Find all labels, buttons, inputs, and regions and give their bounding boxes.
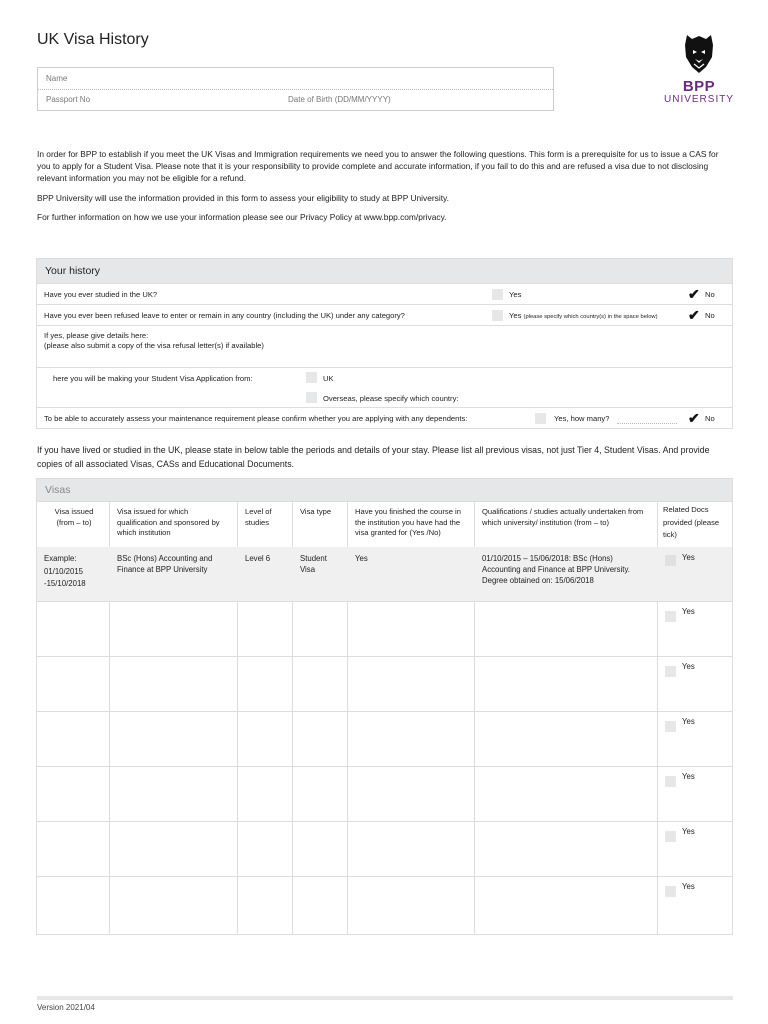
- col-header-visa-type: Visa type: [300, 507, 332, 516]
- refused-yes-checkbox[interactable]: [492, 310, 503, 321]
- dependents-count-field[interactable]: [617, 423, 677, 424]
- example-studies: 01/10/2015 – 15/06/2018: BSc (Hons) Accounting and Finance at BPP University. Degree obtained on: 15/06/2018: [482, 554, 630, 585]
- example-row: [37, 547, 732, 601]
- example-finished: Yes: [355, 554, 368, 563]
- uk-label: UK: [323, 374, 334, 383]
- history-heading: Your history: [37, 259, 732, 283]
- dependents-yes-label: Yes, how many?: [554, 414, 610, 423]
- overseas-checkbox[interactable]: [306, 392, 317, 403]
- refused-yes-label: [509, 311, 658, 320]
- example-docs-yes: Yes: [682, 553, 695, 562]
- example-label: Example:: [44, 554, 77, 563]
- refused-yes-note: (please specify which country(s) in the space below): [523, 314, 658, 320]
- docs-yes-label: Yes: [682, 882, 695, 891]
- docs-yes-label: Yes: [682, 827, 695, 836]
- dependents-row: [37, 407, 732, 428]
- docs-checkbox[interactable]: [665, 886, 676, 897]
- docs-yes-label: Yes: [682, 662, 695, 671]
- col-header-studies: Qualifications / studies actually undertaken from which university/ institution (from – to): [482, 507, 644, 527]
- dob-label: Date of Birth (DD/MM/YYYY): [288, 95, 391, 104]
- logo-subtitle: UNIVERSITY: [664, 94, 735, 105]
- studied-question: Have you ever studied in the UK?: [44, 290, 158, 299]
- visas-table: [36, 478, 733, 935]
- example-dates-from: 01/10/2015: [44, 567, 84, 576]
- visas-grid: [37, 501, 732, 934]
- lived-studied-paragraph: If you have lived or studied in the UK, please state in below table the periods and details of your stay. Please list all previous visas, not just Tier 4, Student Visas. And provide copies of all associated Visas, CASs and Educational Documents.: [37, 445, 710, 469]
- docs-checkbox[interactable]: [665, 611, 676, 622]
- docs-checkbox[interactable]: [665, 776, 676, 787]
- application-location-row: [37, 367, 732, 408]
- docs-yes-label: Yes: [682, 772, 695, 781]
- example-docs-checkbox: [665, 555, 676, 566]
- intro-paragraph-1: In order for BPP to establish if you meet the UK Visas and Immigration requirements we need you to answer the following questions. This form is a prerequisite for us to issue a CAS for you to apply for a Student Visa. Please note that it is your responsibility to provide complete and accurate information, if you fail to do this and are refused a visa due to not disclosing relevant information you may not be eligible for a refund.: [37, 149, 719, 183]
- history-section: [36, 258, 733, 429]
- docs-checkbox[interactable]: [665, 721, 676, 732]
- version-text: Version 2021/04: [37, 1003, 95, 1012]
- page-title: UK Visa History: [37, 31, 149, 48]
- intro-paragraph-2: BPP University will use the information provided in this form to assess your eligibility to study at BPP University.: [37, 193, 449, 203]
- name-row[interactable]: [38, 68, 553, 90]
- lion-icon: [682, 33, 716, 75]
- intro-paragraph-3: For further information on how we use your information please see our Privacy Policy at www.bpp.com/privacy.: [37, 212, 447, 222]
- dependents-yes-checkbox[interactable]: [535, 413, 546, 424]
- studied-yes-label: Yes: [509, 290, 522, 299]
- studied-yes-checkbox[interactable]: [492, 289, 503, 300]
- example-dates-to: -15/10/2018: [44, 579, 86, 588]
- details-label-1: If yes, please give details here:: [44, 331, 149, 340]
- apply-from-label: here you will be making your Student Visa Application from:: [53, 374, 253, 383]
- bpp-logo: [664, 33, 734, 106]
- passport-label: Passport No: [46, 95, 91, 104]
- footer-divider: [37, 996, 733, 1000]
- refusal-details-row[interactable]: [37, 325, 732, 368]
- docs-checkbox[interactable]: [665, 831, 676, 842]
- col-header-related-docs: Related Docs provided (please tick): [663, 505, 720, 539]
- studied-no-checkmark-icon[interactable]: ✔: [688, 286, 700, 302]
- passport-dob-row[interactable]: [38, 89, 553, 110]
- dependents-question: To be able to accurately assess your maintenance requirement please confirm whether you are applying with any dependents:: [44, 414, 468, 423]
- col-header-qualification: Visa issued for which qualification and sponsored by which institution: [117, 507, 220, 537]
- docs-checkbox[interactable]: [665, 666, 676, 677]
- visas-heading: Visas: [37, 479, 732, 501]
- col-header-level: Level of studies: [245, 507, 272, 527]
- details-label-2: (please also submit a copy of the visa refusal letter(s) if available): [44, 341, 264, 350]
- history-row-refused: [37, 304, 732, 326]
- dependents-no-checkmark-icon[interactable]: ✔: [688, 410, 700, 426]
- studied-no-label: No: [705, 290, 715, 299]
- refused-yes-text: Yes: [509, 311, 522, 320]
- example-qualification: BSc (Hons) Accounting and Finance at BPP University: [117, 554, 213, 574]
- col-header-visa-issued: Visa issued (from – to): [54, 507, 94, 527]
- example-level: Level 6: [245, 554, 271, 563]
- col-header-finished: Have you finished the course in the institution you have had the visa granted for (Yes /No): [355, 507, 461, 537]
- refused-question: Have you ever been refused leave to enter or remain in any country (including the UK) under any category?: [44, 311, 405, 320]
- history-row-studied: [37, 283, 732, 305]
- overseas-label: Overseas, please specify which country:: [323, 394, 459, 403]
- example-type: Student Visa: [300, 554, 327, 574]
- name-label: Name: [46, 74, 68, 83]
- refused-no-label: No: [705, 311, 715, 320]
- identity-box: [37, 67, 554, 111]
- docs-yes-label: Yes: [682, 717, 695, 726]
- refused-no-checkmark-icon[interactable]: ✔: [688, 307, 700, 323]
- uk-checkbox[interactable]: [306, 372, 317, 383]
- dependents-no-label: No: [705, 414, 715, 423]
- logo-name: BPP: [682, 78, 716, 95]
- docs-yes-label: Yes: [682, 607, 695, 616]
